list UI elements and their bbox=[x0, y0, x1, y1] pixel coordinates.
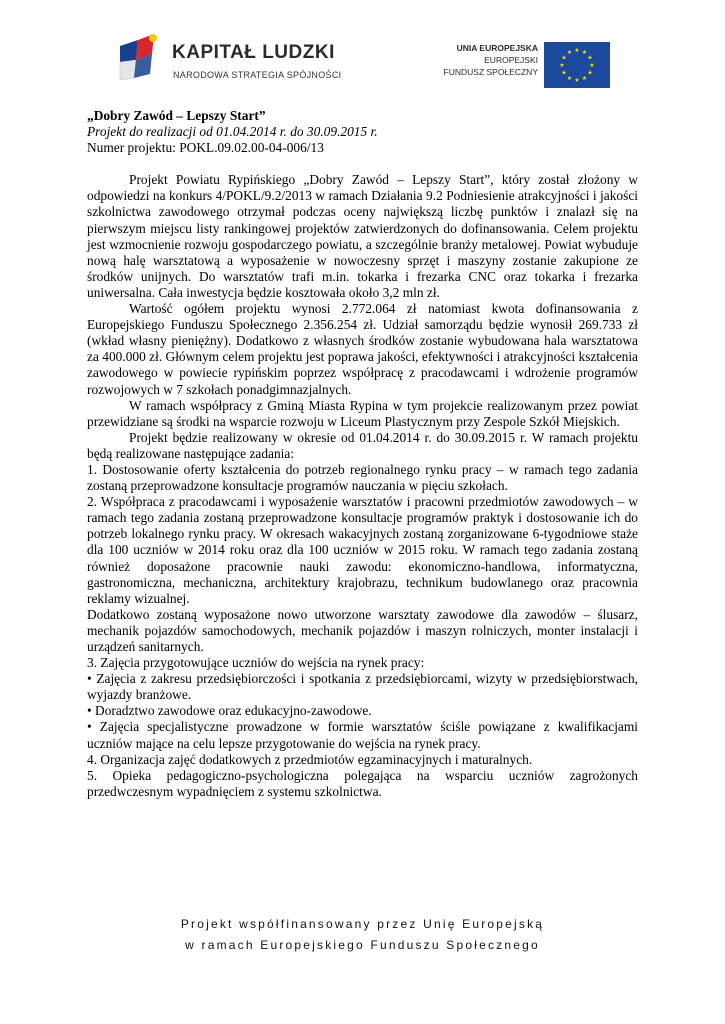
task-1: 1. Dostosowanie oferty kształcenia do potrzeb regionalnego rynku pracy – w ramach tego zadania zostaną przeprowadzone konsultacje programów nauczania w pięciu szkołach. bbox=[87, 461, 638, 494]
kapital-ludzki-subtitle: NARODOWA STRATEGIA SPÓJNOŚCI bbox=[173, 70, 342, 80]
svg-text:★: ★ bbox=[581, 75, 588, 82]
paragraph-cooperation: W ramach współpracy z Gminą Miasta Rypina w tym projekcie realizowanym przez powiat przewidziane są środki na wsparcie rozwoju w Liceum Plastycznym przy Zespole Szkół Miejskich. bbox=[87, 397, 638, 429]
page-header bbox=[0, 0, 725, 110]
footer-line-1: Projekt współfinansowany przez Unię Europejską bbox=[180, 917, 545, 931]
svg-text:★: ★ bbox=[561, 54, 567, 62]
ue-line-2: EUROPEJSKI bbox=[484, 55, 538, 65]
svg-text:★: ★ bbox=[574, 47, 580, 54]
svg-text:★: ★ bbox=[587, 54, 593, 62]
ue-line-1: UNIA EUROPEJSKA bbox=[456, 43, 538, 53]
eu-flag-icon bbox=[544, 42, 610, 88]
task-5: 5. Opieka pedagogiczno-psychologiczna polegająca na wsparciu uczniów zagrożonych przedwczesnym wypadnięciem z systemu szkolnictwa. bbox=[87, 767, 638, 799]
task-3-bullet-1: • Zajęcia z zakresu przedsiębiorczości i spotkania z przedsiębiorcami, wizyty w przedsiębiorstwach, wyjazdy branżowe. bbox=[87, 671, 638, 703]
ue-line-3: FUNDUSZ SPOŁECZNY bbox=[443, 67, 538, 77]
kapital-ludzki-emblem-icon bbox=[116, 32, 162, 82]
page-footer bbox=[0, 914, 725, 956]
paragraph-value: Wartość ogółem projektu wynosi 2.772.064 zł natomiast kwota dofinansowania z Europejskiego Funduszu Społecznego 2.356.254 zł. Udział samorządu będzie wynosił 269.733 zł (wkład własny pieniężny). Dodatkowo z własnych środków zostanie wybudowana hala warsztatowa za 400.000 zł. Głównym celem projektu jest poprawa jakości, efektywności i atrakcyjności kształcenia zawodowego w powiecie rypińskim poprzez współpracę z pracodawcami i wdrożenie programów rozwojowych w 7 szkołach ponadgimnazjalnych. bbox=[87, 301, 638, 397]
task-3-bullet-3: • Zajęcia specjalistyczne prowadzone w formie warsztatów ściśle powiązane z kwalifikacjami uczniów mające na celu lepsze przygotowanie do wejścia na rynek pracy. bbox=[87, 719, 638, 751]
task-3: 3. Zajęcia przygotowujące uczniów do wejścia na rynek pracy: bbox=[87, 655, 425, 671]
task-2: 2. Współpraca z pracodawcami i wyposażenie warsztatów i pracowni przedmiotów zawodowych – w ramach tego zadania zostaną przeprowadzone konsultacje programów praktyk i dostosowanie ich do potrzeb lokalnego rynku pracy. W okresach wakacyjnych zostaną zorganizowane 6-tygodniowe staże dla 100 uczniów w 2014 roku oraz dla 100 uczniów w 2015 roku. W ramach tego zadania zostaną również doposażone pracownie nauki zawodu: ekonomiczno-handlowa, informatyczna, gastronomiczna, mechaniczna, architektury krajobrazu, technikum budowlanego oraz pracownia reklamy wizualnej. bbox=[87, 494, 638, 606]
paragraph-intro: Projekt Powiatu Rypińskiego „Dobry Zawód – Lepszy Start”, który został złożony w odpowiedzi na konkurs 4/POKL/9.2/2013 w ramach Działania 9.2 Podniesienie atrakcyjności i jakości szkolnictwa zawodowego otrzymał podczas oceny największą liczbę punktów i znalazł się na pierwszym miejscu listy rankingowej projektów zatwierdzonych do dofinansowania. Celem projektu jest wzmocnienie rozwoju gospodarczego powiatu, a szczególnie branży metalowej. Powiat wybuduje nową halę warsztatową a wyposażenie w nowoczesny sprzęt i maszyny zostanie zakupione ze środków unijnych. Do warsztatów trafi m.in. tokarka i frezarka CNC oraz tokarka i frezarka uniwersalna. Cała inwestycja będzie kosztowała około 3,2 mln zł. bbox=[87, 172, 638, 300]
document-body bbox=[87, 108, 638, 800]
svg-text:★: ★ bbox=[574, 77, 580, 84]
task-3-bullet-2: • Doradztwo zawodowe oraz edukacyjno-zawodowe. bbox=[87, 703, 372, 719]
svg-text:★: ★ bbox=[559, 62, 565, 69]
project-dates: Projekt do realizacji od 01.04.2014 r. do 30.09.2015 r. bbox=[87, 124, 378, 140]
svg-text:★: ★ bbox=[566, 49, 573, 56]
project-number: Numer projektu: POKL.09.02.00-04-006/13 bbox=[87, 140, 324, 156]
kapital-ludzki-logo bbox=[116, 32, 406, 92]
svg-text:★: ★ bbox=[566, 75, 573, 82]
project-title: „Dobry Zawód – Lepszy Start” bbox=[87, 108, 266, 123]
svg-text:★: ★ bbox=[589, 62, 595, 69]
kapital-ludzki-title: KAPITAŁ LUDZKI bbox=[172, 42, 335, 63]
ue-text-block bbox=[444, 42, 538, 78]
task-4: 4. Organizacja zajęć dodatkowych z przedmiotów egzaminacyjnych i maturalnych. bbox=[87, 751, 533, 767]
svg-text:★: ★ bbox=[587, 69, 593, 77]
task-2-additional: Dodatkowo zostaną wyposażone nowo utworzone warsztaty zawodowe dla zawodów – ślusarz, mechanik pojazdów samochodowych, mechanik pojazdów i maszyn rolniczych, monter instalacji i urządzeń sanitarnych. bbox=[87, 606, 638, 654]
svg-text:★: ★ bbox=[561, 69, 567, 77]
svg-text:★: ★ bbox=[581, 49, 588, 56]
paragraph-tasks-intro: Projekt będzie realizowany w okresie od 01.04.2014 r. do 30.09.2015 r. W ramach projektu będą realizowane następujące zadania: bbox=[87, 429, 638, 461]
footer-line-2: w ramach Europejskiego Funduszu Społecznego bbox=[185, 938, 540, 952]
ue-logo bbox=[425, 42, 610, 90]
